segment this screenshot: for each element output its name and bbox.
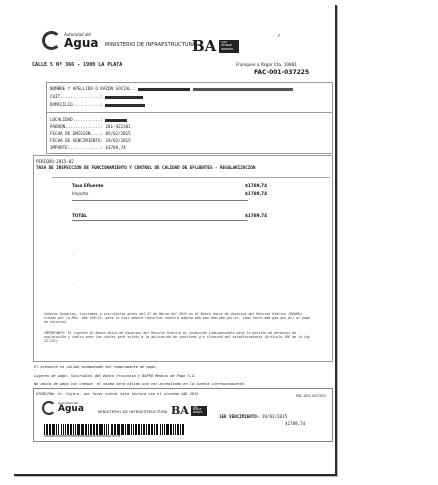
barcode-bar: [67, 424, 69, 435]
item-amount: $1789,74: [245, 183, 267, 188]
localidad-label: LOCALIDAD...........:: [50, 117, 103, 122]
barcode-bar: [61, 424, 63, 435]
item-amount: $1789,74: [245, 191, 267, 196]
emision-row: [50, 131, 131, 136]
total-amount: $1789,74: [245, 213, 267, 218]
barcode-bar: [138, 424, 141, 435]
invoice-page: [14, 5, 337, 476]
cuit-label: CUIT................:: [50, 94, 103, 99]
barcode-bar: [65, 424, 66, 435]
cuit-row: [50, 94, 143, 99]
barcode-bar: [93, 424, 95, 435]
ada-logo: [42, 31, 99, 50]
ba-line: LOS: [221, 40, 228, 45]
barcode-bar: [177, 424, 180, 435]
barcode-bar: [88, 424, 89, 435]
barcode-bar: [151, 424, 153, 435]
barcode-bar: [128, 424, 130, 435]
barcode-bar: [81, 424, 84, 435]
barcode-bar: [149, 424, 150, 435]
invoice-number: FAC-001-037225: [254, 69, 310, 76]
item-label: Importe: [72, 191, 89, 196]
stub-invoice-number: FAC-001-037225: [296, 394, 326, 398]
stub-vencimiento-row: [219, 414, 287, 419]
importe-value: $1789,74: [105, 145, 126, 150]
address: CALLE 5 Nº 366 - 1900 LA PLATA: [32, 62, 123, 68]
check-mark: ✓: [277, 33, 282, 39]
pay-code: Franqueo a Pagar Cta. 10881: [236, 62, 298, 67]
barcode-bar: [44, 424, 45, 435]
domicilio-row: [50, 102, 145, 107]
barcode: [44, 424, 216, 435]
emision-label: FECHA DE EMISIÓN....:: [50, 131, 103, 136]
emision-value: 05/02/2015: [105, 131, 131, 136]
localidad-row: [50, 117, 127, 122]
stub-ada-logo: [42, 401, 84, 415]
padron-row: [50, 124, 131, 129]
stub-attention: ATENCION: Sr. Cajero, por favor cobrar esta factura con el sistema SAD 2015: [36, 392, 199, 396]
stub-ba-letters: BA: [171, 404, 189, 417]
stub-vencimiento-value: 19/02/2015: [261, 414, 288, 419]
barcode-bar: [156, 424, 159, 435]
note-2: IMPORTANTE: El ingreso al Nuevo Único de Usuarios del Recurso Hídrico es condición indispensable para la gestión de permisos de explotación y vuelco ante las cuales será sujeto a la aplicación de sanciones y/o clausura del establecimiento (Artículo 166 de la Ley 12.257).: [44, 331, 310, 344]
barcode-bar: [160, 424, 162, 435]
stub-vencimiento-label: 1ER VENCIMIENTO:: [219, 414, 260, 419]
ministry-label: MINISTERIO DE INFRAESTRUCTURA: [105, 42, 196, 48]
items-divider: [72, 200, 248, 201]
stub-logo-word: Agua: [58, 404, 84, 414]
barcode-bar: [170, 424, 172, 435]
redacted-domicilio: [105, 104, 145, 107]
redacted-cuit: [105, 96, 143, 99]
items-divider-top: [52, 177, 330, 178]
barcode-bar: [135, 424, 137, 435]
stub-logo-subtitle: Autoridad del: [58, 401, 79, 405]
barcode-bar: [143, 424, 145, 435]
footer-note-2: Lugares de pago: Sucursales del Banco Provincia y BAPRO Medios de Pago S.A.: [34, 374, 197, 378]
barcode-number: 3009000000090000250000000000000002016020200001789740: [44, 435, 121, 438]
redacted-name: [138, 88, 190, 91]
importe-row: [50, 145, 126, 150]
barcode-bar: [166, 424, 168, 435]
note-1: Señores Usuarios, invitamos a inscribirse antes del 27 de Marzo del 2015 en el Nuevo Único de Usuarios del Recurso Hídrico (RUURH) creado por la Res. ADA 548/15, para lo cual deberá consultar nuestra página web www.ada.gba.gov.ar, (www.ruurh.ada.gba.gov.ar) al pago de recursos.: [44, 312, 310, 325]
barcode-bar: [96, 424, 98, 435]
barcode-bar: [121, 424, 124, 435]
stub-ada-logo-ring-icon: [42, 401, 56, 415]
periodo: PERIODO:2015-02: [36, 159, 74, 164]
redacted-localidad: [105, 119, 127, 122]
name-row: [50, 86, 293, 91]
total-label: TOTAL: [72, 213, 87, 218]
barcode-bar: [100, 424, 103, 435]
dots-1: ..: [72, 252, 75, 257]
ba-line: RENSES: [221, 46, 234, 51]
ba-letters: BA: [192, 37, 217, 55]
barcode-bar: [182, 424, 184, 435]
barcode-bar: [58, 424, 60, 435]
barcode-bar: [46, 424, 48, 435]
barcode-bar: [52, 424, 55, 435]
barcode-bar: [85, 424, 87, 435]
importe-label: IMPORTE.............:: [50, 145, 103, 150]
name-label: NOMBRE Y APELLIDO O RAZÓN SOCIAL.:: [50, 86, 136, 91]
barcode-bar: [114, 424, 116, 435]
barcode-bar: [70, 424, 73, 435]
stub-ba-box: [191, 406, 207, 416]
vencimiento-row: [50, 138, 131, 143]
barcode-bar: [164, 424, 165, 435]
footer-note-1: El presente es válido acompañado del comprobante de pago.: [34, 365, 158, 369]
barcode-bar: [73, 424, 74, 435]
redacted-name-2: [193, 88, 293, 91]
vencimiento-value: 19/02/2015: [105, 138, 131, 143]
logo-subtitle: Autoridad del: [64, 31, 91, 37]
ada-logo-ring-icon: [42, 31, 61, 50]
padron-value: 201-422301: [105, 124, 131, 129]
barcode-bar: [77, 424, 79, 435]
item-label: Tasa Efluente: [72, 183, 104, 188]
barcode-bar: [108, 424, 110, 435]
ba-line: BONAE: [192, 408, 202, 412]
ba-line: BONAE: [221, 43, 232, 48]
vencimiento-label: FECHA DE VENCIMIENTO:: [50, 138, 103, 143]
stub-ba-logo: [171, 404, 207, 417]
domicilio-label: DOMICILIO...........:: [50, 102, 103, 107]
dots-2: ..: [72, 280, 75, 285]
stub-ministry-label: MINISTERIO DE INFRAESTRUCTURA: [98, 409, 168, 414]
ba-logo: [192, 37, 239, 55]
tasa-title: TASA DE INSPECCIÓN DE FUNCIONAMIENTO Y CONTROL DE CALIDAD DE EFLUENTES - REGULARIZACION: [36, 165, 256, 170]
total-divider: [72, 220, 248, 221]
barcode-bar: [117, 424, 119, 435]
footer-note-3: No omita de pago con cheque, el mismo será válido una vez acreditado en la cuenta correspondiente.: [34, 382, 247, 386]
barcode-bar: [79, 424, 80, 435]
logo-word: Agua: [64, 35, 99, 50]
padron-label: PADRON..............:: [50, 124, 103, 129]
ba-line: LOS: [192, 405, 198, 409]
stub-importe: $1789,74: [285, 421, 306, 426]
ba-line: RENSES: [192, 410, 203, 414]
ba-box: [219, 40, 239, 53]
barcode-bar: [50, 424, 51, 435]
